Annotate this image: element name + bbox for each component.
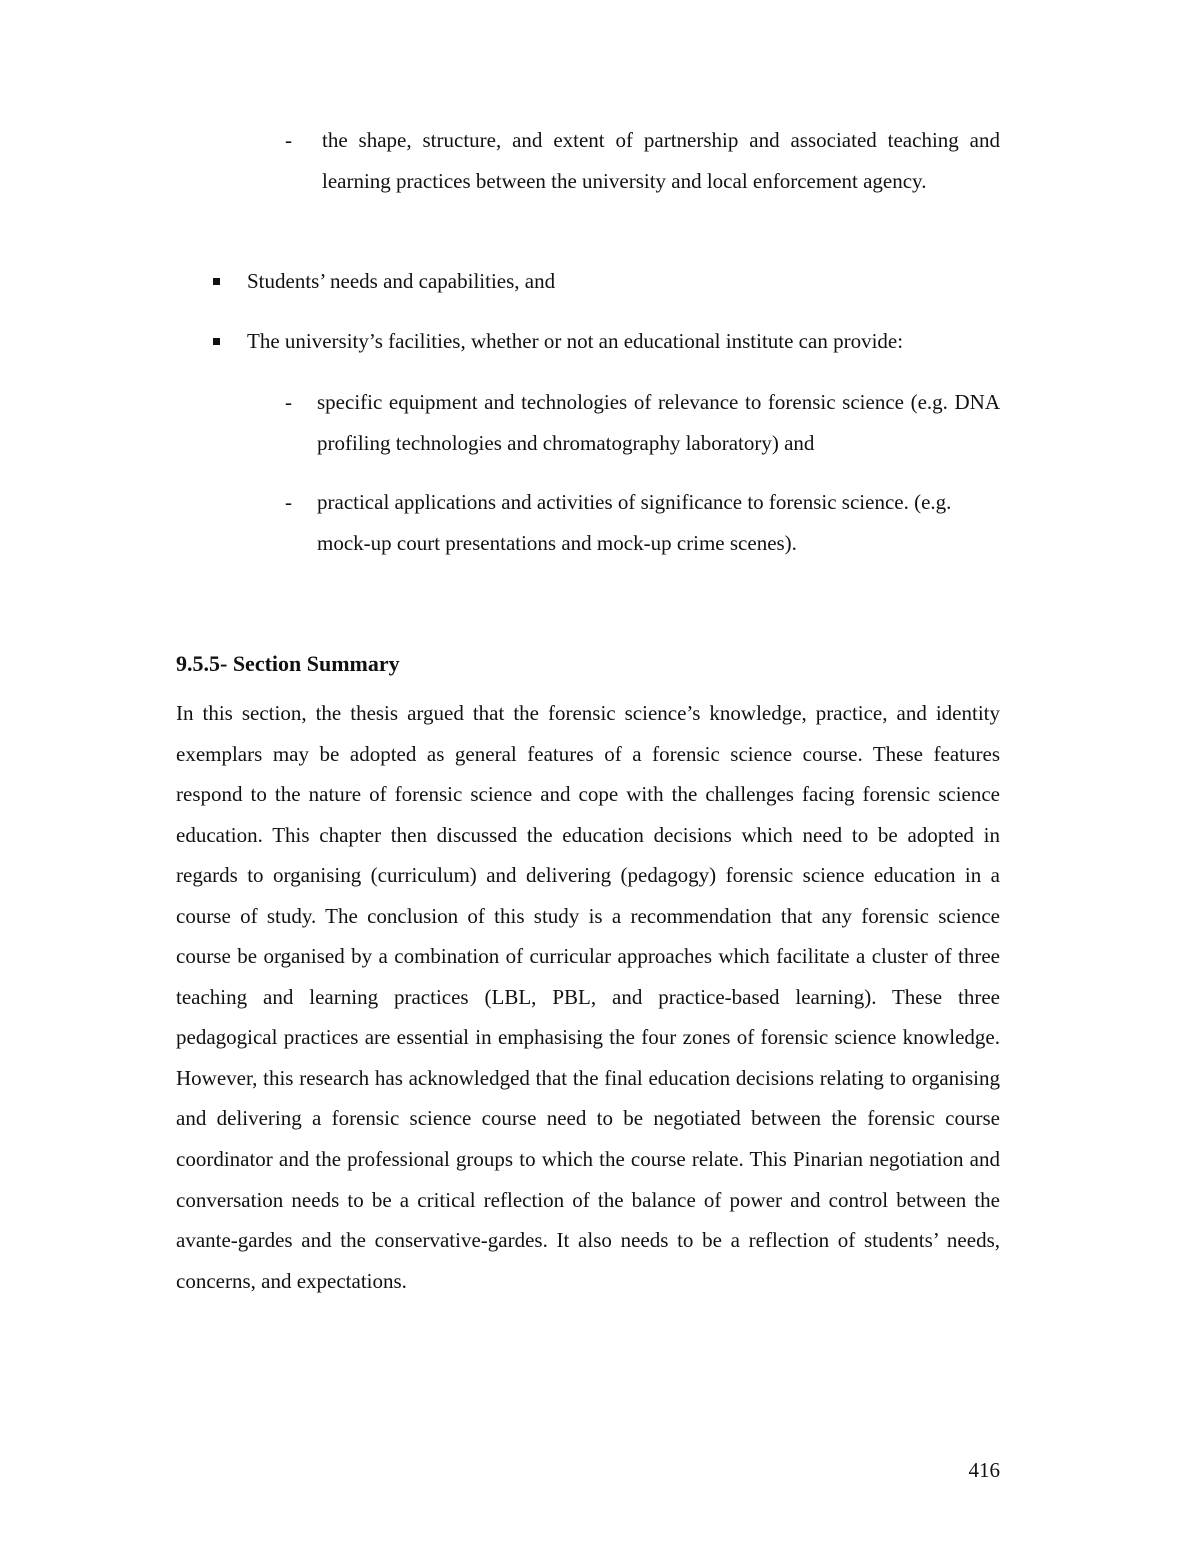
dash-marker: - — [285, 390, 292, 414]
list-item-university-facilities: The university’s facilities, whether or not an educational institute can provide: — [247, 329, 904, 353]
square-bullet-icon — [213, 278, 220, 285]
dash-marker: - — [285, 490, 292, 514]
list-item-students-needs: Students’ needs and capabilities, and — [247, 269, 556, 293]
section-summary-paragraph: In this section, the thesis argued that the forensic science’s knowledge, practice, and identity exemplars may be adopted as general features of a forensic science course. These features respond to the nature of forensic science and cope with the challenges facing forensic science education. This chapter then discussed the education decisions which need to be adopted in regards to organising (curriculum) and delivering (pedagogy) forensic science education in a course of study. The conclusion of this study is a recommendation that any forensic science course be organised by a combination of curricular approaches which facilitate a cluster of three teaching and learning practices (LBL, PBL, and practice-based learning). These three pedagogical practices are essential in emphasising the four zones of forensic science knowledge. However, this research has acknowledged that the final education decisions relating to organising and delivering a forensic science course need to be negotiated between the forensic course coordinator and the professional groups to which the course relate. This Pinarian negotiation and conversation needs to be a critical reflection of the balance of power and control between the avante-gardes and the conservative-gardes. It also needs to be a reflection of students’ needs, concerns, and expectations. — [176, 701, 1000, 1293]
list-sub-item-practical-applications: practical applications and activities of significance to forensic science. (e.g. mock-up court presentations and mock-up crime scenes). — [317, 490, 952, 555]
section-heading: 9.5.5- Section Summary — [176, 651, 400, 676]
dash-marker: - — [285, 128, 292, 152]
page-number: 416 — [968, 1458, 1000, 1482]
square-bullet-icon — [213, 338, 220, 345]
list-sub-item-partnership: the shape, structure, and extent of partnership and associated teaching and learning practices between the university and local enforcement agency. — [322, 128, 1000, 193]
list-sub-item-equipment: specific equipment and technologies of relevance to forensic science (e.g. DNA profiling technologies and chromatography laboratory) and — [317, 390, 1000, 455]
